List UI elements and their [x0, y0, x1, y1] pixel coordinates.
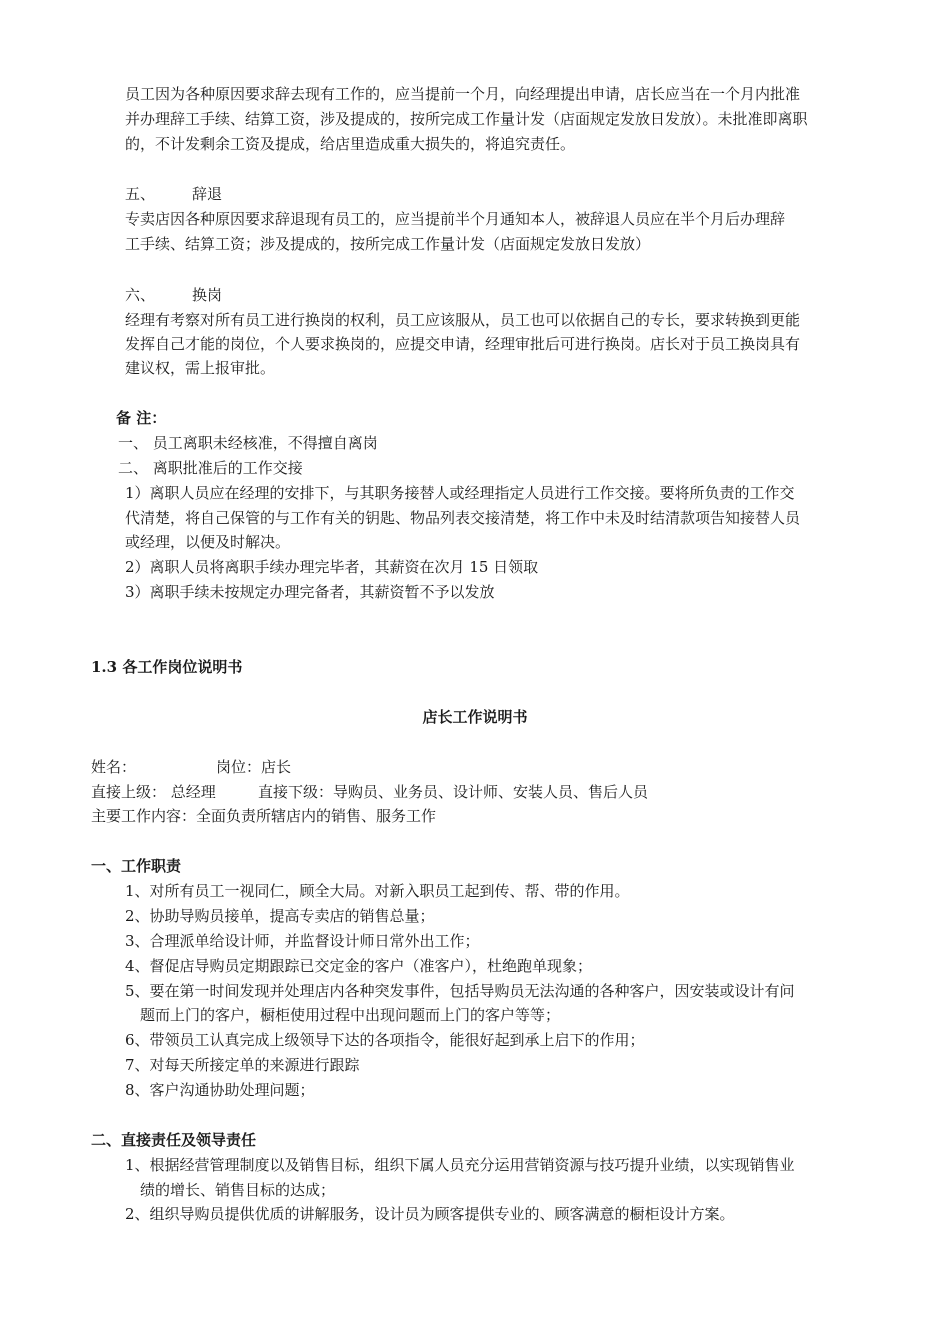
- main-work-content: 主要工作内容：全面负责所辖店内的销售、服务工作: [91, 807, 437, 825]
- responsibility-item: 2、组织导购员提供优质的讲解服务，设计员为顾客提供专业的、顾客满意的橱柜设计方案。: [125, 1205, 735, 1223]
- notes-item-1: 一、 员工离职未经核准，不得擅自离岗: [118, 434, 378, 452]
- notes-title: 备 注：: [116, 409, 167, 427]
- section-title: 1.3 各工作岗位说明书: [91, 658, 243, 676]
- duty-item: 2、协助导购员接单，提高专卖店的销售总量；: [125, 907, 435, 925]
- responsibility-item-continuation: 绩的增长、销售目标的达成；: [140, 1181, 336, 1199]
- duty-item: 6、带领员工认真完成上级领导下达的各项指令，能很好起到承上启下的作用；: [125, 1031, 645, 1049]
- duty-item: 8、客户沟通协助处理问题；: [125, 1081, 315, 1099]
- document-title: 店长工作说明书: [422, 708, 528, 726]
- transfer-heading: 换岗: [192, 286, 223, 304]
- duty-item: 4、督促店导购员定期跟踪已交定金的客户（准客户），杜绝跑单现象；: [125, 957, 593, 975]
- dismissal-heading: 辞退: [192, 185, 223, 203]
- transfer-line-3: 建议权，需上报审批。: [125, 359, 276, 377]
- dismissal-line-1: 专卖店因各种原因要求辞退现有员工的，应当提前半个月通知本人，被辞退人员应在半个月后办理辞: [125, 210, 786, 228]
- direct-subordinates: 直接下级：导购员、业务员、设计师、安装人员、售后人员: [258, 783, 649, 801]
- notes-sub-1-line-2: 代清楚，将自己保管的与工作有关的钥匙、物品列表交接清楚，将工作中未及时结清款项告知接替人员: [125, 509, 801, 527]
- notes-sub-3: 3）离职手续未按规定办理完备者，其薪资暂不予以发放: [125, 583, 495, 601]
- duty-item: 7、对每天所接定单的来源进行跟踪: [125, 1056, 360, 1074]
- duty-item-continuation: 题而上门的客户，橱柜使用过程中出现问题而上门的客户等等；: [140, 1006, 561, 1024]
- duty-item: 1、对所有员工一视同仁，顾全大局。对新入职员工起到传、帮、带的作用。: [125, 882, 630, 900]
- duty-item: 3、合理派单给设计师，并监督设计师日常外出工作；: [125, 932, 480, 950]
- notes-sub-1-line-1: 1）离职人员应在经理的安排下，与其职务接替人或经理指定人员进行工作交接。要将所负责的工作交: [125, 484, 795, 502]
- name-label: 姓名：: [91, 758, 137, 776]
- transfer-line-2: 发挥自己才能的岗位，个人要求换岗的，应提交申请，经理审批后可进行换岗。店长对于员工换岗具有: [125, 335, 801, 353]
- notes-item-2: 二、 离职批准后的工作交接: [118, 459, 303, 477]
- responsibility-item: 1、根据经营管理制度以及销售目标，组织下属人员充分运用营销资源与技巧提升业绩，以实现销售业: [125, 1156, 795, 1174]
- resignation-line-3: 的，不计发剩余工资及提成，给店里造成重大损失的，将追究责任。: [125, 135, 576, 153]
- dismissal-line-2: 工手续、结算工资；涉及提成的，按所完成工作量计发（店面规定发放日发放）: [125, 235, 651, 253]
- dismissal-heading-number: 五、: [125, 185, 156, 203]
- resignation-line-2: 并办理辞工手续、结算工资，涉及提成的，按所完成工作量计发（店面规定发放日发放）。未批准即离职: [125, 110, 808, 128]
- position-label: 岗位：店长: [216, 758, 292, 776]
- notes-sub-2: 2）离职人员将离职手续办理完毕者，其薪资在次月 15 日领取: [125, 558, 539, 576]
- resignation-line-1: 员工因为各种原因要求辞去现有工作的，应当提前一个月，向经理提出申请，店长应当在一个月内批准: [125, 85, 801, 103]
- transfer-heading-number: 六、: [125, 286, 156, 304]
- notes-sub-1-line-3: 或经理，以便及时解决。: [125, 533, 291, 551]
- duty-item: 5、要在第一时间发现并处理店内各种突发事件，包括导购员无法沟通的各种客户，因安装或设计有问: [125, 982, 795, 1000]
- direct-superior: 直接上级： 总经理: [91, 783, 216, 801]
- responsibility-heading: 二、直接责任及领导责任: [91, 1131, 257, 1149]
- duties-heading: 一、工作职责: [91, 857, 182, 875]
- transfer-line-1: 经理有考察对所有员工进行换岗的权利，员工应该服从，员工也可以依据自己的专长，要求转换到更能: [125, 311, 801, 329]
